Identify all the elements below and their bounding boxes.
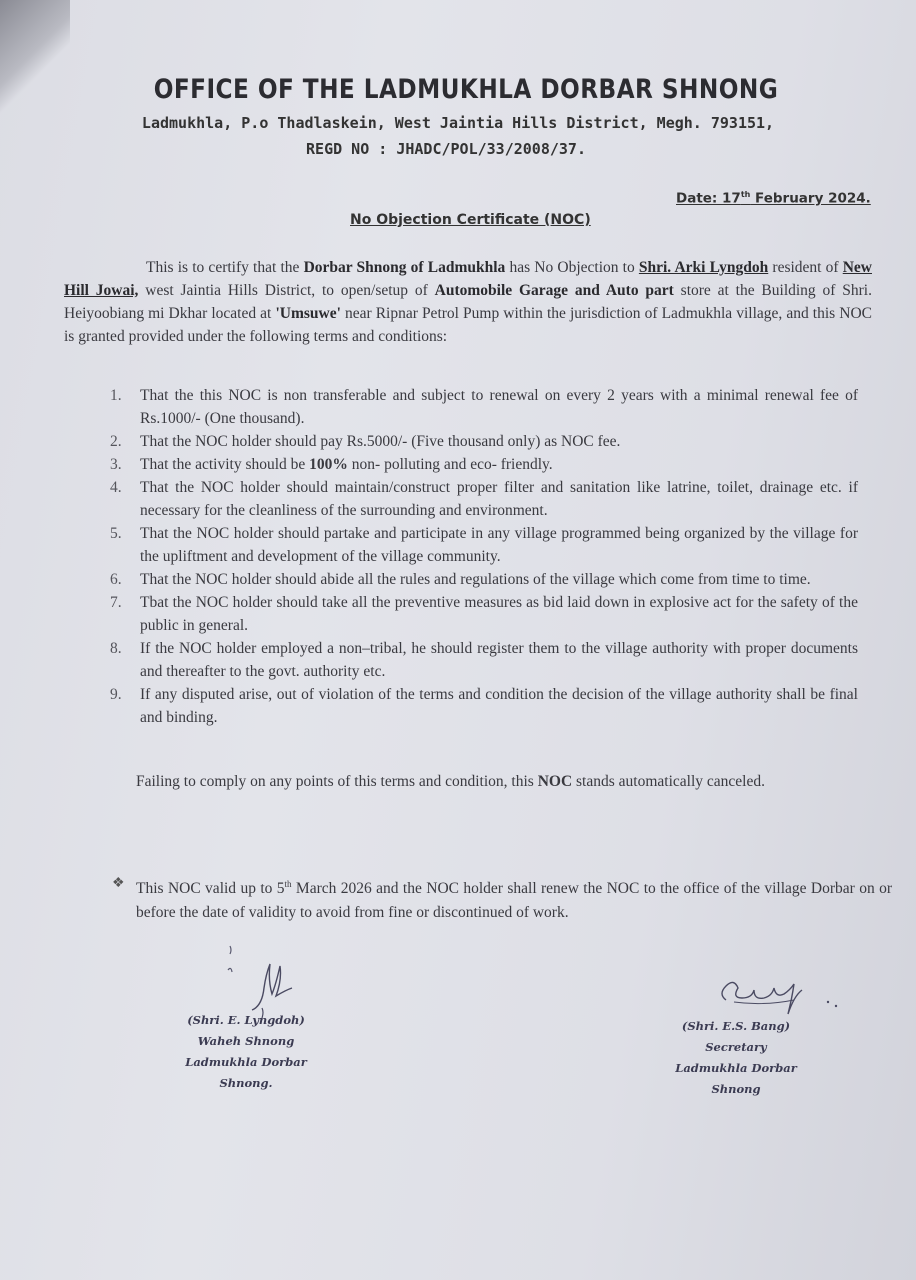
term-item: 1. That the this NOC is non transferable and subject to renewal on every 2 years with a minimal renewal fee of Rs.1000/- (One thousand).: [110, 387, 858, 427]
terms-list: [110, 384, 858, 729]
term-item: 8. If the NOC holder employed a non–tribal, he should register them to the village authority with proper documents and thereafter to the govt. authority etc.: [110, 640, 858, 680]
term-item: 9. If any disputed arise, out of violation of the terms and condition the decision of the village authority shall be final and binding.: [110, 686, 858, 726]
right-signatory-name: (Shri. E.S. Bang): [681, 1019, 791, 1033]
term-item: 4. That the NOC holder should maintain/construct proper filter and sanitation like latrine, toilet, drainage etc. if necessary for the cleanliness of the surrounding and environment.: [110, 479, 858, 519]
left-signatory-role: Waheh Shnong: [197, 1034, 295, 1048]
closing-paragraph: Failing to comply on any points of this terms and condition, this NOC stands automatically canceled.: [136, 773, 765, 790]
term-item: 5. That the NOC holder should partake and participate in any village programmed being organized by the village for the upliftment and development of the village community.: [110, 525, 858, 565]
term-item: 6. That the NOC holder should abide all the rules and regulations of the village which come from time to time.: [110, 571, 811, 588]
right-signatory-role: Secretary: [705, 1040, 767, 1054]
term-item: 3. That the activity should be 100% non- polluting and eco- friendly.: [110, 456, 553, 473]
term-item: 7. Tbat the NOC holder should take all the preventive measures as bid laid down in explosive act for the safety of the public in general.: [110, 594, 858, 634]
certificate-title: No Objection Certificate (NOC): [350, 212, 591, 228]
term-item: 2. That the NOC holder should pay Rs.5000/- (Five thousand only) as NOC fee.: [110, 433, 621, 450]
left-signatory: [166, 1010, 326, 1094]
validity-note: ❖ This NOC valid up to 5th March 2026 and the NOC holder shall renew the NOC to the office of the village Dorbar on or before the date of validity to avoid from fine or discontinued of work.: [112, 872, 892, 925]
left-signature-scribble: [222, 940, 312, 1020]
left-signatory-org: Ladmukhla Dorbar Shnong.: [185, 1055, 307, 1090]
left-signatory-name: (Shri. E. Lyngdoh): [187, 1013, 305, 1027]
paper-fold-shadow: [0, 0, 70, 120]
office-address: Ladmukhla, P.o Thadlaskein, West Jaintia Hills District, Megh. 793151,: [141, 114, 775, 132]
intro-paragraph: This is to certify that the Dorbar Shnong of Ladmukhla has No Objection to Shri. Arki Lyngdoh resident of New Hill Jowai, west Jaintia Hills District, to open/setup of Automobile Garage and Auto part store at the Building of Shri. Heiyoobiang mi Dkhar located at 'Umsuwe' near Ripnar Petrol Pump within the jurisdiction of Ladmukhla village, and this NOC is granted provided under the following terms and conditions:: [64, 259, 872, 345]
office-title: OFFICE OF THE LADMUKHLA DORBAR SHNONG: [153, 74, 779, 105]
registration-number: REGD NO : JHADC/POL/33/2008/37.: [306, 140, 586, 158]
right-signatory: [656, 1016, 816, 1100]
document-date: Date: 17th February 2024.: [676, 190, 871, 207]
diamond-bullet-icon: ❖: [112, 876, 125, 891]
right-signatory-org: Ladmukhla Dorbar Shnong: [675, 1061, 797, 1096]
